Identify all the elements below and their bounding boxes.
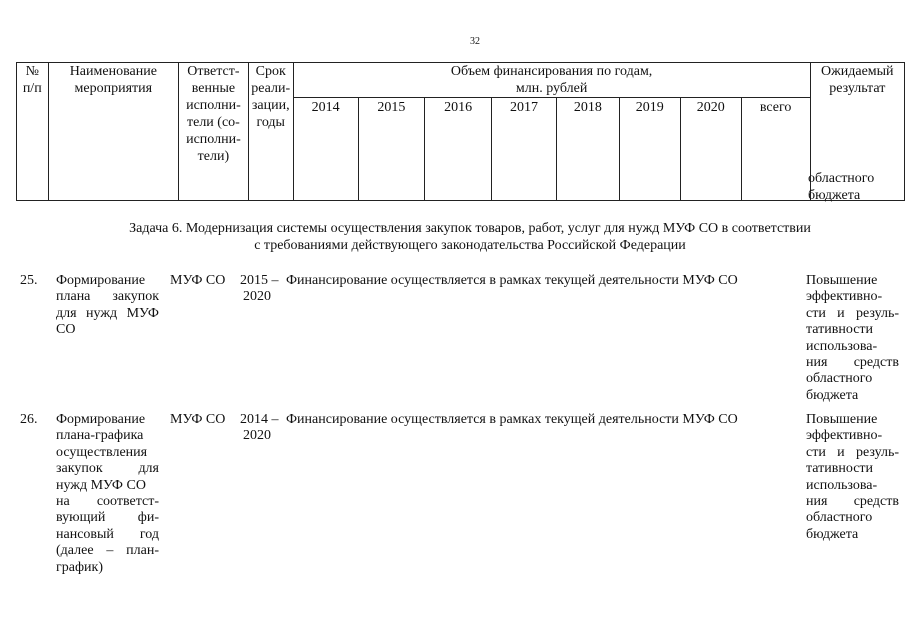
row-result-line: эффективно- — [806, 289, 883, 305]
header-num-cell — [17, 63, 49, 201]
header-term-line: реали- — [251, 81, 291, 96]
row-name-line: на соответст- — [56, 494, 159, 510]
header-num-line: п/п — [22, 81, 42, 96]
carry-over-line: бюджета — [808, 188, 861, 203]
header-resp-line: исполни- — [186, 98, 241, 113]
header-year-2018: 2018 — [556, 98, 619, 201]
task-heading — [40, 220, 900, 254]
header-term-cell — [248, 63, 293, 201]
task-heading-line: с требованиями действующего законодательства Российской Федерации — [254, 238, 686, 253]
row-result-line: бюджета — [806, 526, 859, 542]
header-year-2015: 2015 — [358, 98, 425, 201]
header-resp-line: исполни- — [186, 132, 241, 147]
header-table — [16, 62, 905, 201]
row-result — [806, 273, 899, 404]
row-name-line: СО — [56, 322, 76, 338]
header-year-2017: 2017 — [492, 98, 557, 201]
row-name-line: плана-графика — [56, 428, 144, 444]
row-term-line: 2020 — [243, 289, 271, 305]
header-year-2020: 2020 — [680, 98, 741, 201]
row-term-line: 2020 — [243, 428, 271, 444]
row-result-line: тативности — [806, 322, 874, 338]
header-resp-line: Ответст- — [187, 64, 240, 79]
row-result-line: Повышение — [806, 412, 878, 427]
row-result — [806, 412, 899, 543]
header-term-line: Срок — [255, 64, 286, 79]
row-result-line: сти и резуль- — [806, 305, 899, 321]
row-term — [240, 412, 290, 445]
row-name-line: Формирование — [56, 412, 146, 427]
row-name-line: плана закупок — [56, 289, 159, 305]
header-resp-cell — [179, 63, 249, 201]
row-number: 25. — [20, 273, 38, 288]
header-num-line: № — [25, 64, 39, 79]
row-financing: Финансирование осуществляется в рамках текущей деятельности МУФ СО — [286, 412, 738, 427]
header-result-cell — [810, 63, 904, 98]
header-name-line: мероприятия — [74, 81, 153, 96]
header-resp-line: венные — [191, 81, 236, 96]
header-result-line: результат — [829, 81, 886, 96]
row-name-line: для нужд МУФ — [56, 305, 159, 321]
header-year-2016: 2016 — [425, 98, 492, 201]
row-result-line: тативности — [806, 461, 874, 477]
row-name-line: (далее – план- — [56, 543, 159, 559]
row-name-line: график) — [56, 559, 103, 575]
row-result-line: областного — [806, 371, 873, 387]
header-result-line: Ожидаемый — [820, 64, 894, 79]
row-name-line: осуществления — [56, 444, 148, 460]
header-financing-unit: млн. рублей — [515, 81, 588, 96]
header-name-line: Наименование — [69, 64, 157, 79]
row-name-line: нужд МУФ СО — [56, 477, 146, 493]
header-term-line: годы — [256, 115, 285, 130]
row-result-line: ния средств — [806, 494, 899, 510]
header-resp-line: тели (со- — [186, 115, 240, 130]
header-year-2019: 2019 — [619, 98, 680, 201]
row-result-line: ния средств — [806, 355, 899, 371]
row-result-line: сти и резуль- — [806, 444, 899, 460]
row-name — [56, 412, 159, 576]
row-responsible: МУФ СО — [170, 412, 226, 427]
row-financing: Финансирование осуществляется в рамках текущей деятельности МУФ СО — [286, 273, 738, 288]
row-result-line: областного — [806, 510, 873, 526]
row-term-line: 2015 – — [240, 273, 279, 288]
row-number: 26. — [20, 412, 38, 427]
row-result-line: бюджета — [806, 387, 859, 403]
header-name-cell — [48, 63, 179, 201]
header-term-line: зации, — [251, 98, 290, 113]
row-result-line: эффективно- — [806, 428, 883, 444]
carry-over-text — [808, 170, 874, 204]
header-resp-line: тели) — [197, 149, 230, 164]
row-term-line: 2014 – — [240, 412, 279, 427]
row-name — [56, 273, 159, 339]
row-term — [240, 273, 290, 306]
row-name-line: вующий фи- — [56, 510, 159, 526]
carry-over-line: областного — [808, 171, 875, 186]
header-year-total: всего — [741, 98, 810, 201]
task-heading-line: Задача 6. Модернизация системы осуществления закупок товаров, работ, услуг для нужд МУФ СО в соответствии — [129, 221, 811, 236]
row-result-line: использова- — [806, 477, 878, 493]
header-financing-title-cell — [293, 63, 810, 98]
header-financing-title: Объем финансирования по годам, — [450, 64, 653, 79]
row-name-line: нансовый год — [56, 526, 159, 542]
row-name-line: Формирование — [56, 273, 146, 288]
page-number: 32 — [470, 36, 480, 47]
row-responsible: МУФ СО — [170, 273, 226, 288]
header-year-2014: 2014 — [293, 98, 358, 201]
row-result-line: Повышение — [806, 273, 878, 288]
row-name-line: закупок для — [56, 461, 159, 477]
row-result-line: использова- — [806, 338, 878, 354]
